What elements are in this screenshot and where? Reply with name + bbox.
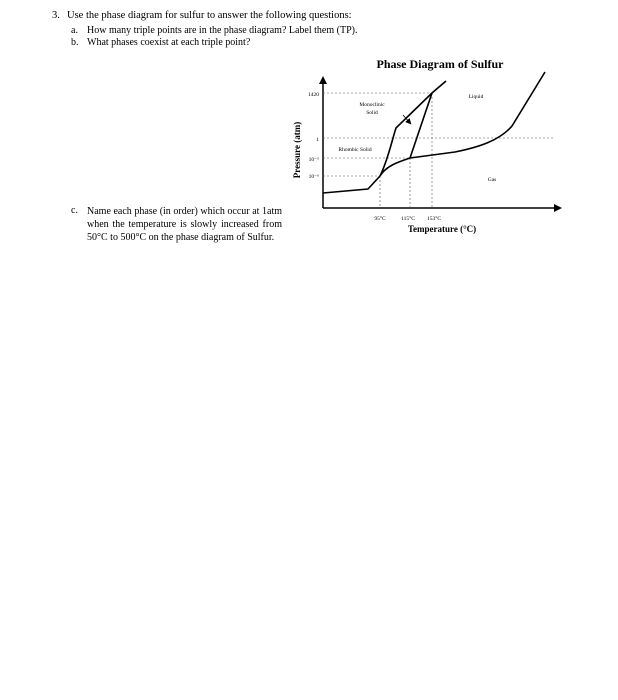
x-tick-153: 153°C <box>426 216 442 222</box>
part-a-label: a. <box>71 25 78 36</box>
rhombic-gas-boundary <box>323 176 380 193</box>
part-c-label: c. <box>71 205 78 216</box>
region-rhombic: Rhombic Solid <box>338 147 372 153</box>
question-number: 3. <box>52 10 60 21</box>
rhombic-monoclinic-boundary <box>380 93 432 176</box>
part-c-text: Name each phase (in order) which occur at 1atm when the temperature is slowly increased from 50°C to 500°C on the phase diagram of Sulfur. <box>87 206 282 243</box>
monoclinic-liquid-boundary <box>410 81 446 158</box>
liquid-gas-boundary <box>410 72 545 158</box>
part-a-text: How many triple points are in the phase diagram? Label them (TP). <box>87 25 358 36</box>
y-axis-label: Pressure (atm) <box>292 121 302 179</box>
part-b-text: What phases coexist at each triple point? <box>87 37 251 48</box>
question-text: Use the phase diagram for sulfur to answer the following questions: <box>67 10 352 21</box>
x-tick-115: 115°C <box>401 216 415 222</box>
part-b-label: b. <box>71 37 79 48</box>
region-gas: Gas <box>487 177 497 183</box>
x-tick-95: 95°C <box>374 216 386 222</box>
y-tick-1e-6: 10⁻⁶ <box>308 174 319 180</box>
y-tick-1420: 1420 <box>308 92 319 98</box>
y-tick-1e-5: 10⁻⁵ <box>308 157 319 163</box>
region-monoclinic-line1: Monoclinic <box>359 102 385 108</box>
region-liquid: Liquid <box>468 94 484 100</box>
y-tick-1: 1 <box>316 137 319 143</box>
diagram-title: Phase Diagram of Sulfur <box>376 57 504 71</box>
region-monoclinic-line2: Solid <box>366 110 378 116</box>
x-axis-label: Temperature (°C) <box>407 224 477 234</box>
